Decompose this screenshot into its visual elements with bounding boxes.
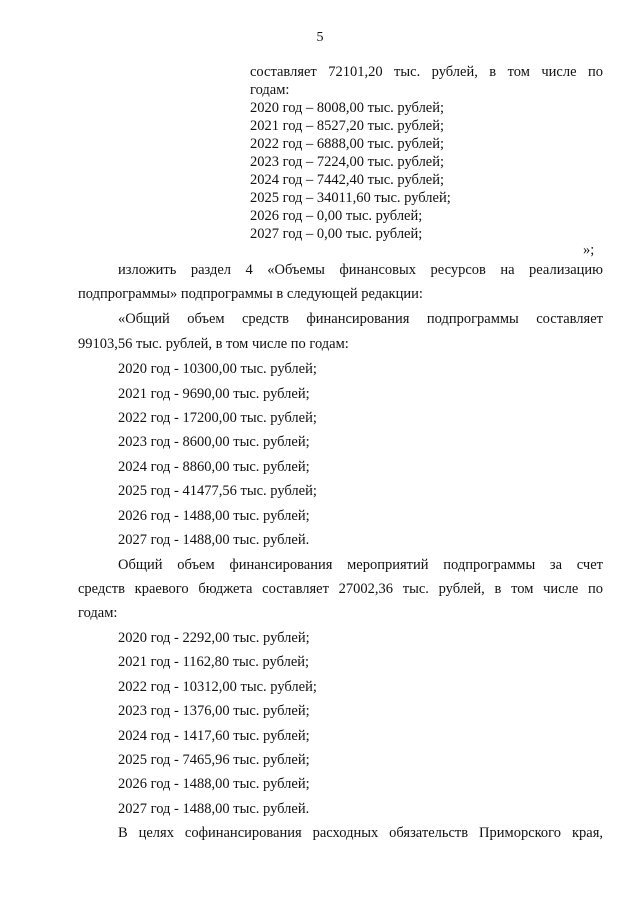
- top-block-line: составляет 72101,20 тыс. рублей, в том числе по: [250, 64, 603, 80]
- regional-funding-line: годам:: [78, 605, 118, 621]
- instruction-line: подпрограммы» подпрограммы в следующей редакции:: [78, 286, 423, 302]
- top-block-line: 2022 год – 6888,00 тыс. рублей;: [250, 136, 445, 152]
- top-block-line: годам:: [250, 82, 290, 98]
- total-year-item: 2021 год - 9690,00 тыс. рублей;: [118, 386, 310, 402]
- top-block-line: 2027 год – 0,00 тыс. рублей;: [250, 226, 423, 242]
- regional-year-item: 2027 год - 1488,00 тыс. рублей.: [118, 801, 310, 817]
- total-year-item: 2027 год - 1488,00 тыс. рублей.: [118, 532, 310, 548]
- regional-funding-line: средств краевого бюджета составляет 27002,36 тыс. рублей, в том числе по: [78, 581, 603, 597]
- regional-funding-line: Общий объем финансирования мероприятий подпрограммы за счет: [118, 557, 603, 573]
- regional-year-item: 2025 год - 7465,96 тыс. рублей;: [118, 752, 310, 768]
- instruction-line: изложить раздел 4 «Объемы финансовых ресурсов на реализацию: [118, 262, 603, 278]
- closing-quote: »;: [583, 242, 595, 258]
- top-block-line: 2025 год – 34011,60 тыс. рублей;: [250, 190, 451, 206]
- total-funding-line: 99103,56 тыс. рублей, в том числе по годам:: [78, 336, 349, 352]
- total-year-item: 2025 год - 41477,56 тыс. рублей;: [118, 483, 317, 499]
- regional-year-item: 2023 год - 1376,00 тыс. рублей;: [118, 703, 310, 719]
- top-block-line: 2024 год – 7442,40 тыс. рублей;: [250, 172, 445, 188]
- regional-year-item: 2022 год - 10312,00 тыс. рублей;: [118, 679, 317, 695]
- top-block-line: 2023 год – 7224,00 тыс. рублей;: [250, 154, 445, 170]
- regional-year-item: 2024 год - 1417,60 тыс. рублей;: [118, 728, 310, 744]
- regional-year-item: 2021 год - 1162,80 тыс. рублей;: [118, 654, 310, 670]
- total-funding-line: «Общий объем средств финансирования подпрограммы составляет: [118, 311, 603, 327]
- total-year-item: 2024 год - 8860,00 тыс. рублей;: [118, 459, 310, 475]
- top-block-line: 2021 год – 8527,20 тыс. рублей;: [250, 118, 445, 134]
- total-year-item: 2020 год - 10300,00 тыс. рублей;: [118, 361, 317, 377]
- regional-year-item: 2026 год - 1488,00 тыс. рублей;: [118, 776, 310, 792]
- total-year-item: 2022 год - 17200,00 тыс. рублей;: [118, 410, 317, 426]
- total-year-item: 2023 год - 8600,00 тыс. рублей;: [118, 434, 310, 450]
- top-block-line: 2026 год – 0,00 тыс. рублей;: [250, 208, 423, 224]
- regional-year-item: 2020 год - 2292,00 тыс. рублей;: [118, 630, 310, 646]
- page-number: 5: [316, 30, 324, 45]
- total-year-item: 2026 год - 1488,00 тыс. рублей;: [118, 508, 310, 524]
- final-paragraph-line: В целях софинансирования расходных обязательств Приморского края,: [118, 825, 603, 841]
- top-block-line: 2020 год – 8008,00 тыс. рублей;: [250, 100, 445, 116]
